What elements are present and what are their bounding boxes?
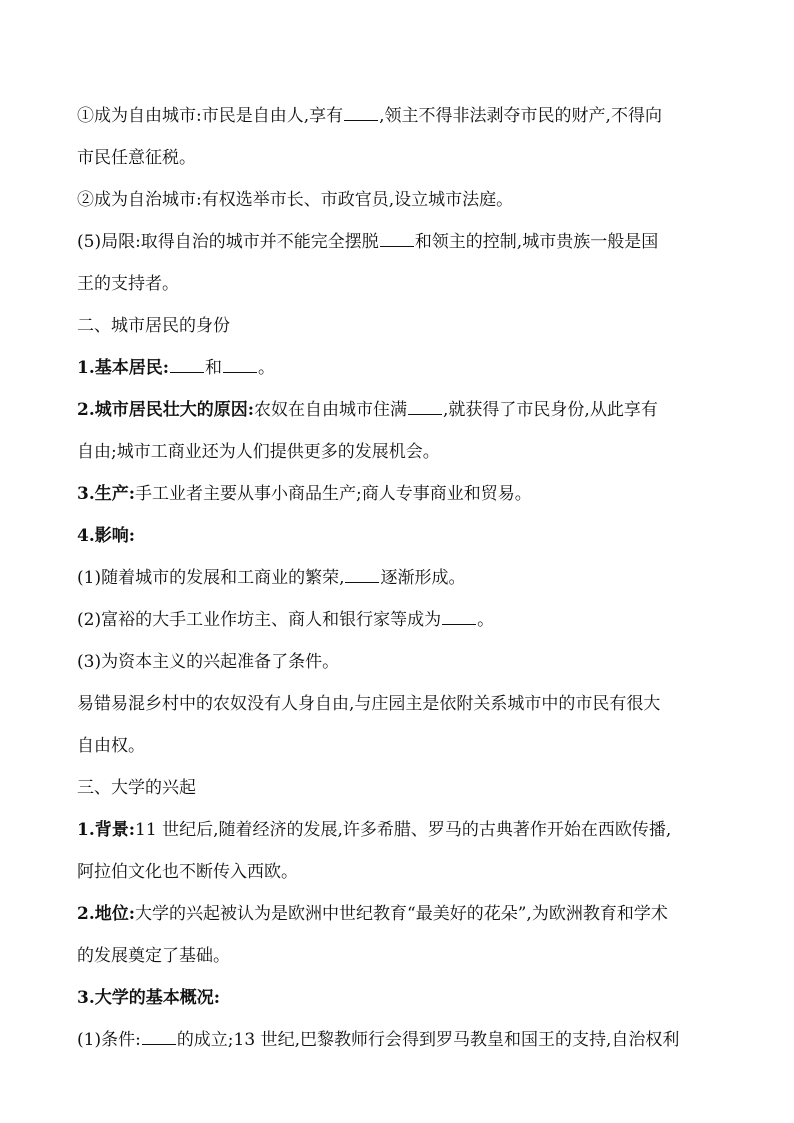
fill-blank — [408, 398, 442, 415]
text-line: 自由;城市工商业还为人们提供更多的发展机会。 — [77, 442, 440, 462]
section-heading: 二、城市居民的身份 — [77, 316, 230, 336]
text-line: 的发展奠定了基础。 — [77, 946, 230, 966]
text-line: 2.城市居民壮大的原因:农奴在自由城市住满 ,就获得了市民身份,从此享有 — [77, 400, 658, 420]
fill-blank — [442, 608, 476, 625]
text-line: 3.生产:手工业者主要从事小商品生产;商人专事商业和贸易。 — [77, 484, 532, 504]
text-line: (2)富裕的大手工业作坊主、商人和银行家等成为 。 — [77, 610, 495, 630]
text-line: ②成为自治城市:有权选举市长、市政官员,设立城市法庭。 — [77, 190, 514, 210]
item-label: 2.城市居民壮大的原因: — [77, 400, 255, 420]
item-label: 1.基本居民: — [77, 358, 170, 378]
fill-blank — [380, 230, 414, 247]
fill-blank — [345, 566, 379, 583]
text-line: 1.背景:11 世纪后,随着经济的发展,许多希腊、罗马的古典著作开始在西欧传播, — [77, 820, 672, 840]
section-heading: 三、大学的兴起 — [77, 778, 196, 798]
item-label: 3.生产: — [77, 484, 136, 504]
item-label: 4.影响: — [77, 526, 136, 546]
text-line: (5)局限:取得自治的城市并不能完全摆脱 和领主的控制,城市贵族一般是国 — [77, 232, 659, 252]
item-label: 1.背景: — [77, 820, 136, 840]
text-line: 2.地位:大学的兴起被认为是欧洲中世纪教育“最美好的花朵”,为欧洲教育和学术 — [77, 904, 668, 924]
text-line: 1.基本居民: 和 。 — [77, 358, 276, 378]
text-line: 市民任意征税。 — [77, 148, 196, 168]
item-label: 2.地位: — [77, 904, 136, 924]
text-line: (1)随着城市的发展和工商业的繁荣, 逐渐形成。 — [77, 568, 466, 588]
fill-blank — [170, 356, 204, 373]
fill-blank — [344, 104, 378, 121]
text-line: (1)条件: 的成立;13 世纪,巴黎教师行会得到罗马教皇和国王的支持,自治权利 — [77, 1030, 680, 1050]
text-line: ①成为自由城市:市民是自由人,享有 ,领主不得非法剥夺市民的财产,不得向 — [77, 106, 662, 126]
text-line: 阿拉伯文化也不断传入西欧。 — [77, 862, 298, 882]
text-line: (3)为资本主义的兴起准备了条件。 — [77, 652, 340, 672]
text-line: 自由权。 — [77, 736, 145, 756]
fill-blank — [142, 1028, 176, 1045]
text-line: 王的支持者。 — [77, 274, 179, 294]
fill-blank — [223, 356, 257, 373]
text-line: 易错易混乡村中的农奴没有人身自由,与庄园主是依附关系城市中的市民有很大 — [77, 694, 661, 714]
item-label: 3.大学的基本概况: — [77, 988, 221, 1008]
